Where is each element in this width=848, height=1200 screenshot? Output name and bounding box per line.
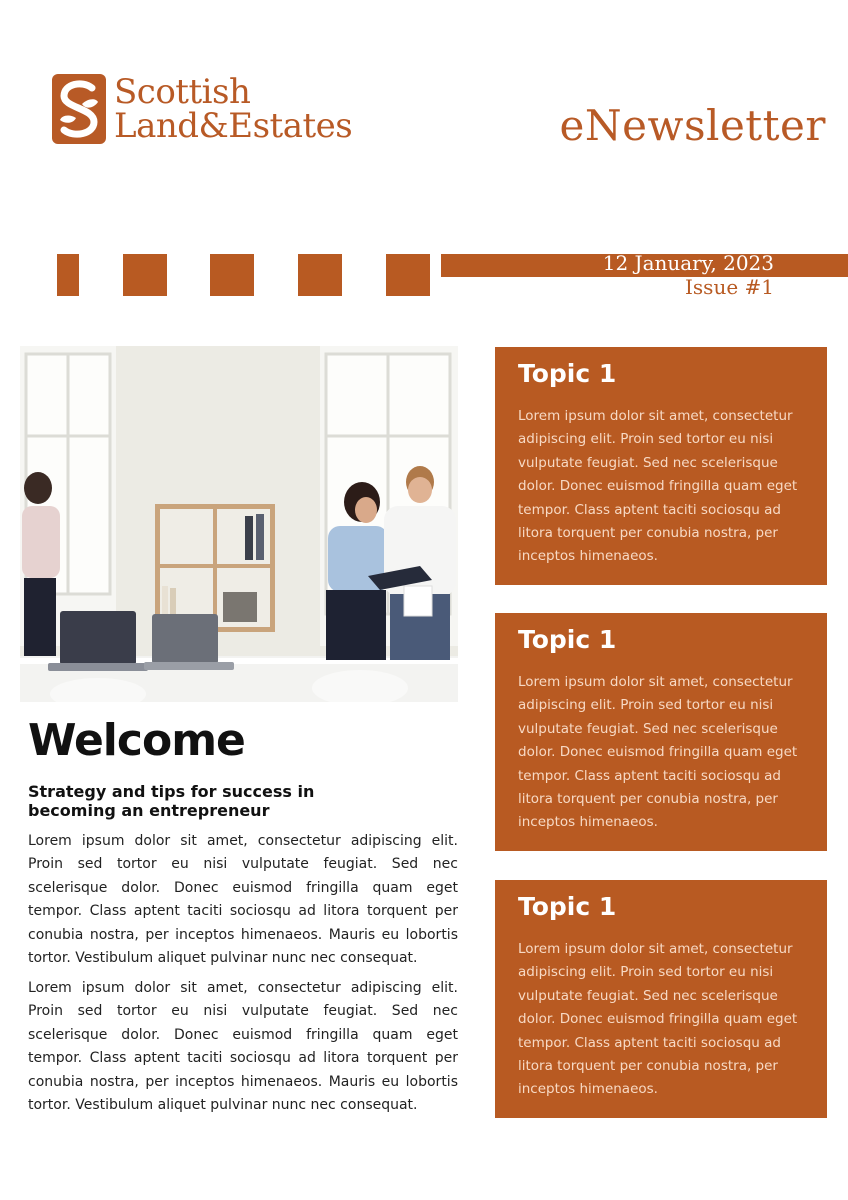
topic-text: Lorem ipsum dolor sit amet, consectetur adipiscing elit. Proin sed tortor eu nisi vulputate feugiat. Sed nec scelerisque dolor. Donec euismod fringilla quam eget tempor. Class aptent taciti sociosqu ad litora torquent per conubia nostra, per inceptos himenaeos. xyxy=(518,941,798,1098)
issue-info xyxy=(603,251,774,299)
topic-card xyxy=(495,347,827,585)
issue-date: 12 January, 2023 xyxy=(602,251,774,275)
s-leaf-logo-icon xyxy=(52,74,106,144)
topic-card xyxy=(495,613,827,851)
office-photo xyxy=(20,346,458,702)
decorative-stripe xyxy=(386,254,430,296)
topic-card xyxy=(495,880,827,1118)
brand-line-2: Land&Estates xyxy=(114,106,353,146)
article-paragraph: Lorem ipsum dolor sit amet, consectetur adipiscing elit. Proin sed tortor eu nisi vulputate feugiat. Sed nec scelerisque dolor. Donec euismod fringilla quam eget tempor. Class aptent taciti sociosqu ad litora torquent per conubia nostra, per inceptos himenaeos. Mauris eu lobortis tortor. Vestibulum aliquet pulvinar nunc nec consequat. xyxy=(28,833,458,967)
brand-line-1: Scottish xyxy=(114,72,251,112)
topic-title: Topic 1 xyxy=(518,359,617,388)
decorative-stripe xyxy=(123,254,167,296)
topic-text: Lorem ipsum dolor sit amet, consectetur adipiscing elit. Proin sed tortor eu nisi vulputate feugiat. Sed nec scelerisque dolor. Donec euismod fringilla quam eget tempor. Class aptent taciti sociosqu ad litora torquent per conubia nostra, per inceptos himenaeos. xyxy=(518,674,798,831)
article-subtitle: Strategy and tips for success in becoming an entrepreneur xyxy=(28,782,315,820)
decorative-stripe xyxy=(298,254,342,296)
decorative-stripe xyxy=(57,254,79,296)
newsletter-title: eNewsletter xyxy=(559,101,826,150)
brand-name xyxy=(114,72,353,146)
topic-text: Lorem ipsum dolor sit amet, consectetur adipiscing elit. Proin sed tortor eu nisi vulputate feugiat. Sed nec scelerisque dolor. Donec euismod fringilla quam eget tempor. Class aptent taciti sociosqu ad litora torquent per conubia nostra, per inceptos himenaeos. xyxy=(518,408,798,565)
decorative-stripe xyxy=(210,254,254,296)
topic-title: Topic 1 xyxy=(518,892,617,921)
article-paragraph: Lorem ipsum dolor sit amet, consectetur adipiscing elit. Proin sed tortor eu nisi vulputate feugiat. Sed nec scelerisque dolor. Donec euismod fringilla quam eget tempor. Class aptent taciti sociosqu ad litora torquent per conubia nostra, per inceptos himenaeos. Mauris eu lobortis tortor. Vestibulum aliquet pulvinar nunc nec consequat. xyxy=(28,980,458,1114)
welcome-heading: Welcome xyxy=(28,715,245,766)
brand-logo xyxy=(52,74,352,144)
issue-number: Issue #1 xyxy=(685,275,774,299)
topic-title: Topic 1 xyxy=(518,625,617,654)
